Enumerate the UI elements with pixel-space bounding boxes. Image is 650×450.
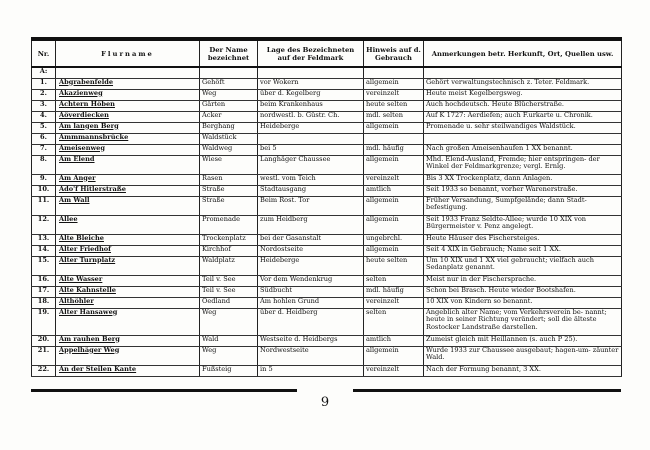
row-bezeichnet: Gehöft (200, 78, 258, 89)
table-row (32, 185, 622, 196)
row-anmerkung: Seit 4 XIX in Gebrauch; Name seit 1 XX. (424, 245, 622, 256)
row-hinweis: allgemein (364, 155, 424, 174)
row-flurname: Alte Bleiche (56, 234, 200, 245)
row-lage: Westseite d. Heidbergs (258, 335, 364, 346)
row-hinweis: allgemein (364, 78, 424, 89)
row-bezeichnet: Berghang (200, 122, 258, 133)
row-flurname: Am langen Berg (56, 122, 200, 133)
row-number: 11. (32, 196, 56, 215)
row-flurname: Am rauhen Berg (56, 335, 200, 346)
row-anmerkung: Heute meist Kegelbergsweg. (424, 89, 622, 100)
table-row (32, 122, 622, 133)
row-anmerkung: Wurde 1933 zur Chaussee ausgebaut; hagen-um- zäunter Wald. (424, 346, 622, 365)
field-name-table (31, 37, 622, 377)
row-hinweis: heute selten (364, 100, 424, 111)
row-flurname: Alter Hansaweg (56, 308, 200, 335)
row-hinweis: allgemein (364, 346, 424, 365)
row-hinweis: vereinzelt (364, 89, 424, 100)
header-lage: Lage des Bezeichneten auf der Feldmark (258, 41, 364, 68)
table-row (32, 335, 622, 346)
row-number: 16. (32, 275, 56, 286)
row-lage: zum Heidberg (258, 215, 364, 234)
row-number: 19. (32, 308, 56, 335)
row-flurname: Am Anger (56, 174, 200, 185)
row-flurname: Achtern Höben (56, 100, 200, 111)
row-hinweis: allgemein (364, 245, 424, 256)
row-anmerkung: Bis 3 XX Trockenplatz, dann Anlagen. (424, 174, 622, 185)
row-number: 10. (32, 185, 56, 196)
row-hinweis: allgemein (364, 215, 424, 234)
row-anmerkung: Seit 1933 Franz Seldte-Allee; wurde 10 XIX von Bürgermeister v. Penz angelegt. (424, 215, 622, 234)
row-number: 2. (32, 89, 56, 100)
row-bezeichnet: Waldweg (200, 144, 258, 155)
row-lage (258, 133, 364, 144)
row-lage: Am hohlen Grund (258, 297, 364, 308)
row-lage: Stadtausgang (258, 185, 364, 196)
row-bezeichnet: Waldstück (200, 133, 258, 144)
table-row (32, 215, 622, 234)
row-bezeichnet: Wiese (200, 155, 258, 174)
row-lage: über d. Kegelberg (258, 89, 364, 100)
row-anmerkung: Angeblich alter Name; vom Verkehrsverein be- nannt; heute in seiner Richtung verändert; soll die älteste Rostocker Landstraße darstellen. (424, 308, 622, 335)
row-flurname: Ado'f Hitlerstraße (56, 185, 200, 196)
page-number: 9 (320, 395, 330, 410)
row-bezeichnet: Waldplatz (200, 256, 258, 275)
row-flurname: Aöverdiecken (56, 111, 200, 122)
bottom-rule-left (31, 389, 297, 392)
row-number: 12. (32, 215, 56, 234)
row-number: 7. (32, 144, 56, 155)
section-row (32, 67, 622, 78)
row-lage: westl. vom Teich (258, 174, 364, 185)
row-bezeichnet: Straße (200, 196, 258, 215)
header-nr: Nr. (32, 41, 56, 68)
row-lage: Langhäger Chaussee (258, 155, 364, 174)
header-flurname: Flurname (56, 41, 200, 68)
row-number: 4. (32, 111, 56, 122)
row-number: 8. (32, 155, 56, 174)
row-flurname: Am Elend (56, 155, 200, 174)
row-flurname: Alte Wasser (56, 275, 200, 286)
row-flurname: Ameisenweg (56, 144, 200, 155)
row-lage: Südbucht (258, 286, 364, 297)
row-number: 14. (32, 245, 56, 256)
table-row (32, 275, 622, 286)
table-row (32, 155, 622, 174)
row-anmerkung: Nach großen Ameisenhaufen 1 XX benannt. (424, 144, 622, 155)
row-number: 1. (32, 78, 56, 89)
table-row (32, 297, 622, 308)
row-lage: über d. Heidberg (258, 308, 364, 335)
row-flurname: Allee (56, 215, 200, 234)
table-row (32, 308, 622, 335)
row-bezeichnet: Oedland (200, 297, 258, 308)
row-hinweis (364, 133, 424, 144)
row-anmerkung: Gehört verwaltungstechnisch z. Teter. Feldmark. (424, 78, 622, 89)
row-bezeichnet: Weg (200, 346, 258, 365)
table-row (32, 256, 622, 275)
row-number: 22. (32, 365, 56, 376)
table-row (32, 133, 622, 144)
row-anmerkung: Mhd. Elend-Ausland, Fremde; hier entspringen- der Winkel der Feldmarkgrenze; vergl. Ernlg. (424, 155, 622, 174)
row-flurname: Akazienweg (56, 89, 200, 100)
bottom-rule-right (353, 389, 621, 392)
row-number: 20. (32, 335, 56, 346)
row-bezeichnet: Wald (200, 335, 258, 346)
header-der-name-bezeichnet: Der Name bezeichnet (200, 41, 258, 68)
row-hinweis: vereinzelt (364, 297, 424, 308)
row-bezeichnet: Teil v. See (200, 275, 258, 286)
row-hinweis: mdl. selten (364, 111, 424, 122)
row-anmerkung: Zumeist gleich mit Heillannen (s. auch P 25). (424, 335, 622, 346)
row-bezeichnet: Straße (200, 185, 258, 196)
row-number: 13. (32, 234, 56, 245)
row-anmerkung: Früher Versandung, Sumpfgelände; dann Stadt- befestigung. (424, 196, 622, 215)
row-flurname: Abgrabenfelde (56, 78, 200, 89)
row-number: 15. (32, 256, 56, 275)
row-lage: Beim Rost. Tor (258, 196, 364, 215)
table-row (32, 196, 622, 215)
row-flurname: Appelhäger Weg (56, 346, 200, 365)
row-bezeichnet: Fußsteig (200, 365, 258, 376)
row-hinweis: allgemein (364, 196, 424, 215)
row-bezeichnet: Rasen (200, 174, 258, 185)
row-lage: Vor dem Wendenkrug (258, 275, 364, 286)
row-lage: bei der Gasanstalt (258, 234, 364, 245)
row-lage: Nordostseite (258, 245, 364, 256)
row-bezeichnet: Gärten (200, 100, 258, 111)
row-anmerkung: Auf K 1727: Aerdiefen; auch F.urkarte u. Chronik. (424, 111, 622, 122)
row-lage: beim Krankenhaus (258, 100, 364, 111)
row-lage: Heideberge (258, 122, 364, 133)
table-row (32, 144, 622, 155)
row-anmerkung: Promenade u. sehr steilwandiges Waldstück. (424, 122, 622, 133)
row-lage: in 5 (258, 365, 364, 376)
row-hinweis: ungebrchl. (364, 234, 424, 245)
table-row (32, 346, 622, 365)
row-flurname: Alter Friedhof (56, 245, 200, 256)
row-hinweis: mdl. häufig (364, 144, 424, 155)
row-flurname: Am Wall (56, 196, 200, 215)
row-hinweis: amtlich (364, 185, 424, 196)
table-row (32, 89, 622, 100)
row-lage: bei 5 (258, 144, 364, 155)
row-number: 3. (32, 100, 56, 111)
table-row (32, 100, 622, 111)
row-number: 9. (32, 174, 56, 185)
row-flurname: Alte Kahnstelle (56, 286, 200, 297)
row-hinweis: selten (364, 308, 424, 335)
row-hinweis: amtlich (364, 335, 424, 346)
row-number: 6. (32, 133, 56, 144)
row-anmerkung (424, 133, 622, 144)
row-anmerkung: Schon bei Brasch. Heute wieder Bootshafen. (424, 286, 622, 297)
row-hinweis: heute selten (364, 256, 424, 275)
row-bezeichnet: Kirchhof (200, 245, 258, 256)
row-bezeichnet: Teil v. See (200, 286, 258, 297)
row-bezeichnet: Promenade (200, 215, 258, 234)
table-row (32, 174, 622, 185)
row-flurname: Ammmannsbrücke (56, 133, 200, 144)
table-row (32, 286, 622, 297)
row-hinweis: selten (364, 275, 424, 286)
header-hinweis: Hinweis auf d. Gebrauch (364, 41, 424, 68)
row-anmerkung: Meist nur in der Fischersprache. (424, 275, 622, 286)
row-anmerkung: Auch hochdeutsch. Heute Blücherstraße. (424, 100, 622, 111)
row-anmerkung: Um 10 XIX und 1 XX viel gebraucht; vielfach auch Sedanplatz genannt. (424, 256, 622, 275)
row-hinweis: allgemein (364, 122, 424, 133)
row-bezeichnet: Acker (200, 111, 258, 122)
table-row (32, 78, 622, 89)
row-bezeichnet: Weg (200, 308, 258, 335)
row-anmerkung: Seit 1933 so benannt, vorher Warenerstraße. (424, 185, 622, 196)
row-lage: nordwestl. b. Güstr. Ch. (258, 111, 364, 122)
row-flurname: Althöhler (56, 297, 200, 308)
table-row (32, 245, 622, 256)
table-row (32, 111, 622, 122)
row-number: 17. (32, 286, 56, 297)
row-flurname: An der Steilen Kante (56, 365, 200, 376)
row-lage: Heideberge (258, 256, 364, 275)
row-bezeichnet: Trockenplatz (200, 234, 258, 245)
row-number: 18. (32, 297, 56, 308)
row-flurname: Alter Turnplatz (56, 256, 200, 275)
row-hinweis: mdl. häufig (364, 286, 424, 297)
row-lage: vor Wokern (258, 78, 364, 89)
header-anmerkungen: Anmerkungen betr. Herkunft, Ort, Quellen usw. (424, 41, 622, 68)
table-row (32, 234, 622, 245)
section-label: A: (32, 67, 56, 78)
row-number: 21. (32, 346, 56, 365)
row-number: 5. (32, 122, 56, 133)
row-anmerkung: Nach der Formung benannt, 3 XX. (424, 365, 622, 376)
row-hinweis: vereinzelt (364, 174, 424, 185)
table-row (32, 365, 622, 376)
row-hinweis: vereinzelt (364, 365, 424, 376)
row-bezeichnet: Weg (200, 89, 258, 100)
row-lage: Nordwestseite (258, 346, 364, 365)
row-anmerkung: 10 XIX von Kindern so benannt. (424, 297, 622, 308)
row-anmerkung: Heute Häuser des Fischersteiges. (424, 234, 622, 245)
table-body (32, 67, 622, 376)
